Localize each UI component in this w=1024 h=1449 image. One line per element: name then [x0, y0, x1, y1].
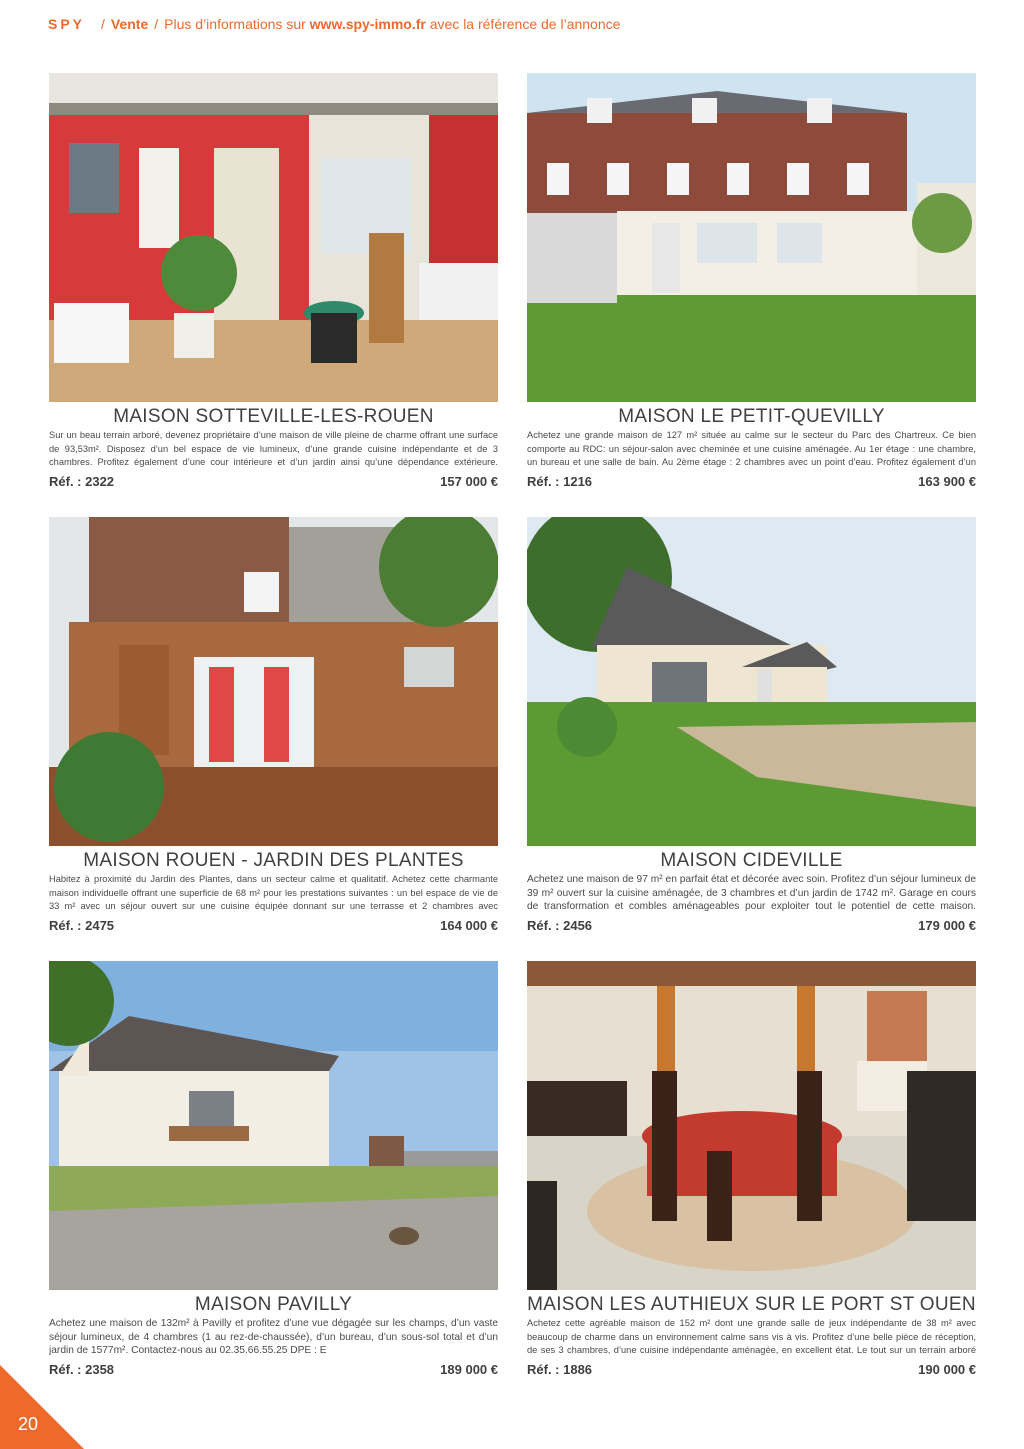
listing-ref: Réf. : 2456 — [527, 918, 593, 933]
listing-price: 190 000 € — [918, 1362, 976, 1377]
listing-description: Sur un beau terrain arboré, devenez propriétaire d’une maison de ville pleine de charme offrant une surface de 93,53m². Disposez d’un bel espace de vie lumineux, d’une grande cuisine indépendante et de 3 chambres. Profitez également d’une cour intérieure et d’un jardin ainsi qu’une dépendance extérieure. — [49, 430, 498, 468]
listing-card[interactable] — [49, 73, 498, 489]
listing-meta — [49, 474, 498, 489]
listing-title: MAISON SOTTEVILLE-LES-ROUEN — [113, 406, 434, 427]
listing-ref: Réf. : 2475 — [49, 918, 115, 933]
header-separator: / — [101, 16, 105, 32]
listing-ref: Réf. : 2358 — [49, 1362, 115, 1377]
listing-photo[interactable] — [527, 961, 976, 1290]
listing-photo[interactable] — [49, 517, 498, 846]
header-category[interactable]: Vente — [110, 16, 149, 32]
listing-photo[interactable] — [49, 961, 498, 1290]
listing-title: MAISON LES AUTHIEUX SUR LE PORT ST OUEN — [527, 1294, 976, 1315]
listing-card[interactable] — [527, 961, 976, 1377]
page-corner-triangle — [0, 1365, 84, 1449]
page-header — [48, 16, 620, 36]
listing-description: Achetez cette agréable maison de 152 m² dont une grande salle de jeux indépendante de 38 m² avec beaucoup de charme dans un environnement calme sans vis à vis. Profitez d’une belle pièce de réception, de ses 3 chambres, d’une cuisine indépendante aménagée, en excellent état. Le tout sur un terrain arboré — [527, 1318, 976, 1356]
listing-description: Achetez une maison de 97 m² en parfait état et décorée avec soin. Profitez d’un séjour lumineux de 39 m² ouvert sur la cuisine aménagée, de 3 chambres et d’un jardin de 1742 m². Garage en cours de transformation et combles aménageables pour exploiter tout le potentiel de cette maison. — [527, 874, 976, 913]
listing-card[interactable] — [527, 517, 976, 933]
listing-price: 163 900 € — [918, 474, 976, 489]
listing-title: MAISON LE PETIT-QUEVILLY — [618, 406, 885, 427]
listing-price: 157 000 € — [440, 474, 498, 489]
listing-card[interactable] — [49, 517, 498, 933]
listing-price: 164 000 € — [440, 918, 498, 933]
listing-title: MAISON CIDEVILLE — [660, 850, 843, 871]
header-separator-2: / — [154, 16, 159, 32]
header-info-suffix: avec la référence de l’annonce — [429, 16, 621, 32]
listing-ref: Réf. : 1886 — [527, 1362, 593, 1377]
listing-meta — [527, 918, 976, 933]
listing-ref: Réf. : 2322 — [49, 474, 115, 489]
listing-card[interactable] — [49, 961, 498, 1377]
listing-ref: Réf. : 1216 — [527, 474, 593, 489]
listing-title: MAISON PAVILLY — [194, 1294, 353, 1315]
listing-description: Achetez une grande maison de 127 m² située au calme sur le secteur du Parc des Chartreux. Ce bien comporte au RDC: un séjour-salon avec cheminée et une cuisine aménagée. Au 1er étage : une chambre, un bureau et une salle de bain. Au 2ème étage : 2 chambres avec un point d’eau. Profitez également d’un — [527, 430, 976, 468]
listing-meta — [527, 474, 976, 489]
header-site-link[interactable]: www.spy-immo.fr — [309, 16, 426, 32]
brand-logo: SPY — [48, 16, 86, 32]
listing-photo[interactable] — [527, 73, 976, 402]
listing-photo[interactable] — [527, 517, 976, 846]
listing-card[interactable] — [527, 73, 976, 489]
listing-photo[interactable] — [49, 73, 498, 402]
listing-price: 179 000 € — [918, 918, 976, 933]
listing-meta — [49, 1362, 498, 1377]
page-number: 20 — [18, 1414, 39, 1434]
header-info-prefix: Plus d’informations sur — [164, 16, 306, 32]
listing-meta — [49, 918, 498, 933]
listing-price: 189 000 € — [440, 1362, 498, 1377]
listing-description: Habitez à proximité du Jardin des Plantes, dans un secteur calme et qualitatif. Achetez cette charmante maison individuelle offrant une superficie de 68 m² pour les prestations suivantes : un bel espace de vie de 33 m² avec un séjour ouvert sur une cuisine équipée donnant sur une terrasse et 2 chambres avec — [49, 874, 498, 912]
listing-meta — [527, 1362, 976, 1377]
listing-title: MAISON ROUEN - JARDIN DES PLANTES — [83, 850, 464, 871]
listing-description: Achetez une maison de 132m² à Pavilly et profitez d’une vue dégagée sur les champs, d’un vaste séjour lumineux, de 4 chambres (1 au rez-de-chaussée), d’un bureau, d’un sous-sol total et d’un jardin de 1577m². Contactez-nous au 02.35.66.55.25 DPE : E — [49, 1318, 498, 1357]
